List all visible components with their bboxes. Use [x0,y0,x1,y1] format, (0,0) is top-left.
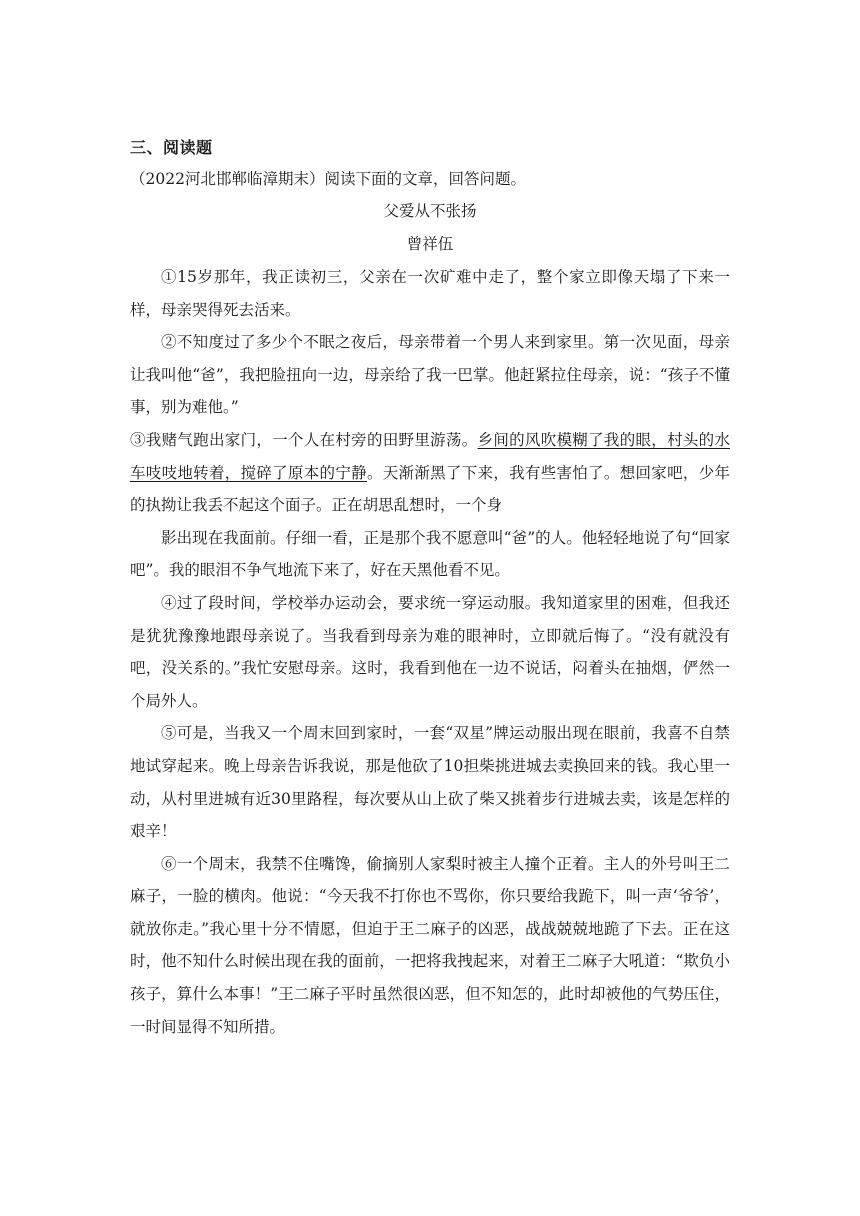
paragraph-3-start: ③我赌气跑出家门，一个人在村旁的田野里游荡。 [130,430,478,449]
paragraph-3 [130,424,730,522]
paragraph-5: ⑤可是，当我又一个周末回到家时，一套“双星”牌运动服出现在眼前，我喜不自禁地试穿起来。晚上母亲告诉我说，那是他砍了10担柴挑进城去卖换回来的钱。我心里一动，从村里进城有近30里路程，每次要从山上砍了柴又挑着步行进城去卖，该是怎样的艰辛！ [130,724,730,841]
paragraph-3-continued: 影出现在我面前。仔细一看，正是那个我不愿意叫“爸”的人。他轻轻地说了句“回家吧”。我的眼泪不争气地流下来了，好在天黑他看不见。 [130,528,730,580]
paragraph-2: ②不知度过了多少个不眠之夜后，母亲带着一个男人来到家里。第一次见面，母亲让我叫他“爸”，我把脸扭向一边，母亲给了我一巴掌。他赶紧拉住母亲，说：“孩子不懂事，别为难他。” [130,333,730,417]
underlined-sentence: 乡间的风吹模糊了我的眼，村头的水车吱吱地转着，搅碎了原本的宁静 [130,430,730,482]
article-title: 父爱从不张扬 [383,202,477,220]
section-heading: 三、阅读题 [130,138,213,157]
article-author: 曾祥伍 [406,235,454,253]
paragraph-6: ⑥一个周末，我禁不住嘴馋，偷摘别人家梨时被主人撞个正着。主人的外号叫王二麻子，一脸的横肉。他说：“今天我不打你也不骂你，你只要给我跪下，叫一声‘爷爷’，就放你走。”我心里十分不情愿，但迫于王二麻子的凶恶，战战兢兢地跪了下去。正在这时，他不知什么时候出现在我的面前，一把将我拽起来，对着王二麻子大吼道：“欺负小孩子，算什么本事！”王二麻子平时虽然很凶恶，但不知怎的，此时却被他的气势压住，一时间显得不知所措。 [130,854,730,1036]
document-content [130,133,730,1043]
question-source-line: （2022河北邯郸临漳期末）阅读下面的文章，回答问题。 [130,170,526,188]
paragraph-4: ④过了段时间，学校举办运动会，要求统一穿运动服。我知道家里的困难，但我还是犹犹豫豫地跟母亲说了。当我看到母亲为难的眼神时，立即就后悔了。“没有就没有吧，没关系的。”我忙安慰母亲。这时，我看到他在一边不说话，闷着头在抽烟，俨然一个局外人。 [130,593,730,710]
paragraph-3-end: 。天渐渐黑了下来，我有些害怕了。想回家吧，少年的执拗让我丢不起这个面子。正在胡思乱想时，一个身 [130,463,730,515]
paragraph-1: ①15岁那年，我正读初三，父亲在一次矿难中走了，整个家立即像天塌了下来一样，母亲哭得死去活来。 [130,268,730,319]
